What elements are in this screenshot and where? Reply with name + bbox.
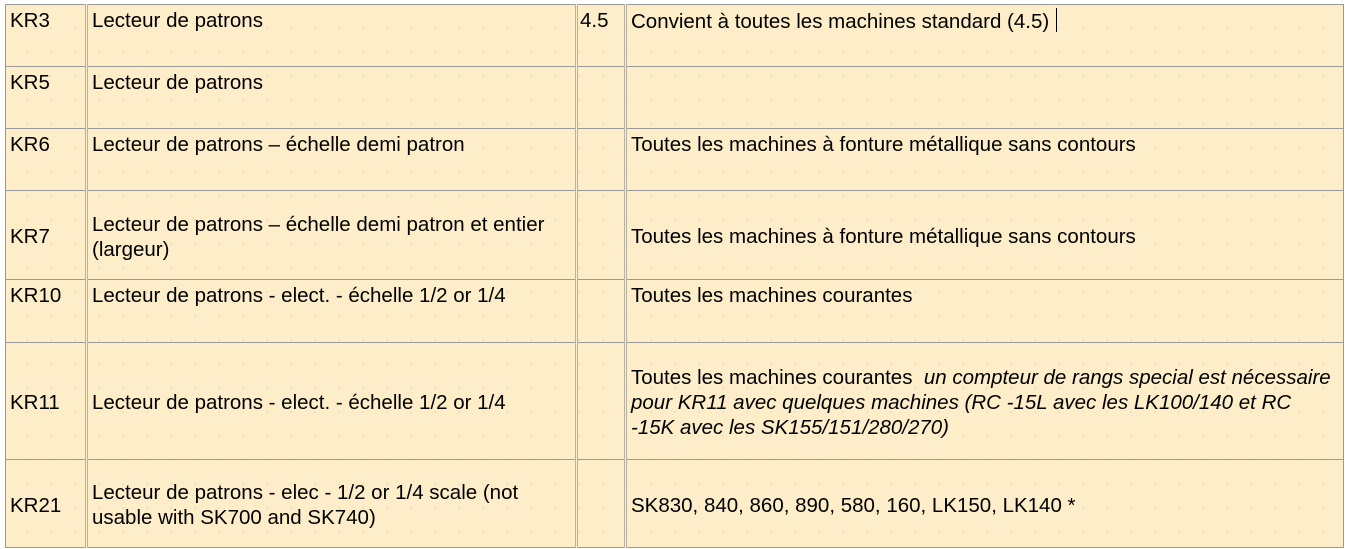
compatibility-text: Convient à toutes les machines standard (4.5): [631, 10, 1050, 33]
version-cell[interactable]: [577, 343, 626, 460]
table-row: [6, 191, 1344, 280]
model-code-cell[interactable]: KR6: [6, 129, 87, 191]
compatibility-cell[interactable]: SK830, 840, 860, 890, 580, 160, LK150, LK140 *: [626, 460, 1344, 548]
knitting-pattern-reader-table: [5, 4, 1344, 548]
model-code-cell[interactable]: KR11: [6, 343, 87, 460]
model-code-cell[interactable]: KR21: [6, 460, 87, 548]
description-cell[interactable]: Lecteur de patrons – échelle demi patron et entier (largeur): [87, 191, 577, 280]
compatibility-cell[interactable]: Toutes les machines à fonture métallique sans contours: [626, 191, 1344, 280]
model-code-cell[interactable]: KR7: [6, 191, 87, 280]
description-cell[interactable]: Lecteur de patrons - elect. - échelle 1/2 or 1/4: [87, 280, 577, 343]
version-cell[interactable]: [577, 280, 626, 343]
description-cell[interactable]: Lecteur de patrons – échelle demi patron: [87, 129, 577, 191]
description-cell[interactable]: Lecteur de patrons: [87, 5, 577, 67]
table-row: [6, 5, 1344, 67]
compatibility-cell[interactable]: [626, 343, 1344, 460]
model-code-cell[interactable]: KR3: [6, 5, 87, 67]
version-cell[interactable]: [577, 191, 626, 280]
text-cursor: [1056, 8, 1057, 32]
compatibility-note: un compteur de rangs special est nécessaire pour KR11 avec quelques machines (RC -15L avec les LK100/140 et RC -15K avec les SK155/151/280/270): [631, 366, 1331, 439]
compatibility-cell[interactable]: [626, 67, 1344, 129]
table-row: [6, 129, 1344, 191]
table-row: [6, 280, 1344, 343]
compatibility-cell[interactable]: [626, 5, 1344, 67]
compatibility-cell[interactable]: Toutes les machines à fonture métallique sans contours: [626, 129, 1344, 191]
description-cell[interactable]: Lecteur de patrons - elect. - échelle 1/2 or 1/4: [87, 343, 577, 460]
version-cell[interactable]: [577, 460, 626, 548]
document-page: [5, 4, 1343, 547]
table-row: [6, 67, 1344, 129]
compatibility-text: Toutes les machines courantes: [631, 366, 924, 389]
table-row: [6, 343, 1344, 460]
description-cell[interactable]: Lecteur de patrons: [87, 67, 577, 129]
description-cell[interactable]: Lecteur de patrons - elec - 1/2 or 1/4 scale (not usable with SK700 and SK740): [87, 460, 577, 548]
compatibility-cell[interactable]: Toutes les machines courantes: [626, 280, 1344, 343]
version-cell[interactable]: 4.5: [577, 5, 626, 67]
version-cell[interactable]: [577, 67, 626, 129]
model-code-cell[interactable]: KR5: [6, 67, 87, 129]
model-code-cell[interactable]: KR10: [6, 280, 87, 343]
table-row: [6, 460, 1344, 548]
version-cell[interactable]: [577, 129, 626, 191]
